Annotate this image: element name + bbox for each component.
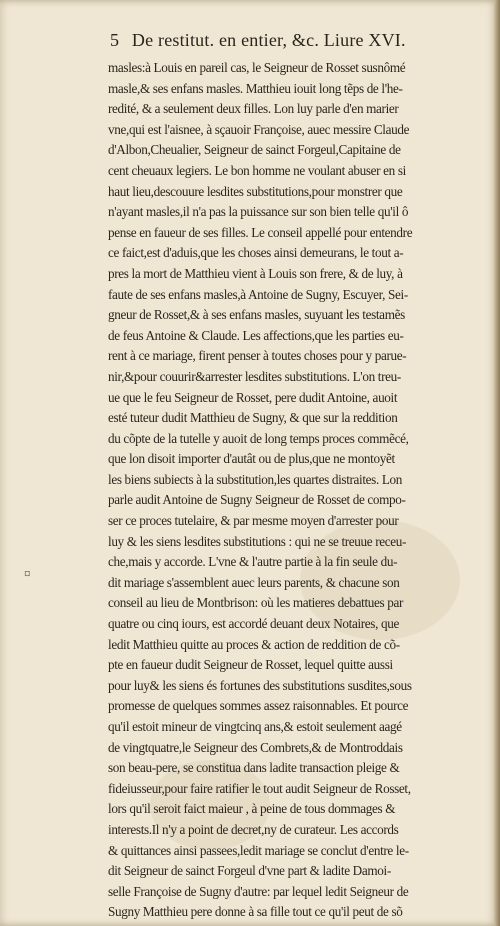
page-edge [494,0,500,926]
text-line: gneur de Rosset,& à ses enfans masles, suyuant les testamẽs [108,307,405,323]
text-line: promesse de quelques sommes assez raisonnables. Et pource [108,698,409,714]
text-line: pense en faueur de ses filles. Le conseil appellé pour entendre [108,224,413,240]
text-line: pte en faueur dudit Seigneur de Rosset, lequel quitte aussi [108,657,393,673]
text-line: qu'il estoit mineur de vingtcinq ans,& estoit seulement aagé [108,719,402,734]
text-line: masle,& ses enfans masles. Matthieu iouit long tẽps de l'he- [108,80,403,96]
text-line: interests.Il n'y a point de decret,ny de curateur. Les accords [108,821,399,837]
text-line: nir,&pour couurir&arrester lesdites substitutions. L'on treu- [108,368,401,384]
text-line: pres la mort de Matthieu vient à Louis son frere, & de luy, à [108,265,403,281]
text-line: che,mais y accorde. L'vne & l'autre partie à la fin seule du- [108,554,398,570]
margin-ornament: ¤ [24,566,31,581]
text-line: son beau-pere, se constitua dans ladite transaction pleige & [108,760,400,776]
text-line: selle Françoise de Sugny d'autre: par lequel ledit Seigneur de [108,883,409,899]
text-line: cent cheuaux legiers. Le bon homme ne voulant abuser en si [108,162,406,178]
text-line: du cõpte de la tutelle y auoit de long temps proces commẽcé, [108,430,409,446]
text-line: de feus Antoine & Claude. Les affections,que les parties eu- [108,327,404,343]
text-line: parle audit Antoine de Sugny Seigneur de Rosset de compo- [108,492,406,508]
text-line: ser ce proces tutelaire, & par mesme moyen d'arrester pour [108,513,399,529]
text-line: faute de ses enfans masles,à Antoine de Sugny, Escuyer, Sei- [108,286,408,302]
text-line: fideiusseur,pour faire ratifier le tout audit Seigneur de Rosset, [108,780,411,796]
text-line: vne,qui est l'aisnee, à sçauoir Françoise, auec messire Claude [108,121,410,137]
text-line: dit mariage s'assemblent auec leurs parents, & chacune son [108,574,400,590]
text-line: que lon disoit importer d'autât ou de plus,que ne montoyẽt [108,451,395,467]
text-line: dit Seigneur de sainct Forgeul d'vne part & ladite Damoi- [108,863,391,879]
text-line: les biens subiects à la substitution,les quartes distraites. Lon [108,471,403,487]
text-line: lors qu'il seroit faict maieur , à peine de tous dommages & [108,801,396,817]
text-line: n'ayant masles,il n'a pas la puissance sur son bien telle qu'il ô [108,204,409,220]
page-number: 5 [110,30,120,50]
text-line: ledit Matthieu quitte au proces & action de reddition de cõ- [108,636,400,652]
text-line: redité, & a seulement deux filles. Lon luy parle d'en marier [108,101,399,117]
text-line: luy & les siens lesdites substitutions : qui ne se treuue receu- [108,533,407,549]
running-header [110,30,490,51]
text-line: conseil au lieu de Montbrison: où les matieres debattues par [108,595,404,611]
text-line: masles:à Louis en pareil cas, le Seigneur de Rosset susnômé [108,60,406,75]
running-title: De restitut. en entier, &c. Liure XVI. [131,30,406,50]
text-line: & quittances ainsi passees,ledit mariage se conclut d'entre le- [108,842,409,858]
text-line: de vingtquatre,le Seigneur des Combrets,& de Montroddais [108,739,403,755]
text-line: d'Albon,Cheualier, Seigneur de sainct Forgeul,Capitaine de [108,142,401,158]
text-line: haut lieu,descouure lesdites substitutions,pour monstrer que [108,183,403,199]
text-line: quatre ou cinq iours, est accordé deuant deux Notaires, que [108,616,399,632]
text-line: rent à ce mariage, firent penser à toutes choses pour y parue- [108,348,407,364]
text-line: esté tuteur dudit Matthieu de Sugny, & que sur la reddition [108,410,398,426]
text-line: Sugny Matthieu pere donne à sa fille tout ce qu'il peut de sõ [108,904,403,920]
text-line: ce faict,est d'aduis,que les choses ainsi demeurans, le tout a- [108,245,404,261]
text-line: pour luy& les siens és fortunes des substitutions susdites,sous [108,677,412,693]
body-text [108,58,490,923]
text-line: ue que le feu Seigneur de Rosset, pere dudit Antoine, auoit [108,389,398,405]
